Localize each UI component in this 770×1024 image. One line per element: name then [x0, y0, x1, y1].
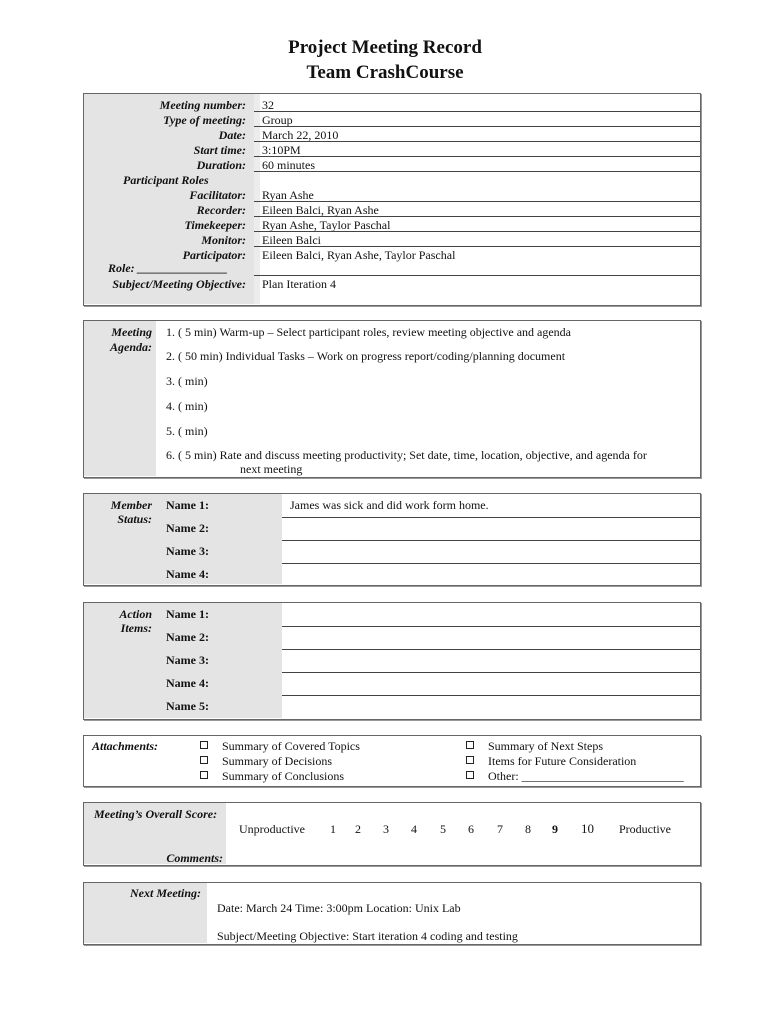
meeting-type-value: Group	[262, 113, 293, 127]
agenda-item: 1. ( 5 min) Warm-up – Select participant roles, review meeting objective and agenda	[166, 325, 572, 339]
duration-label: Duration:	[196, 158, 246, 172]
field-underline	[254, 126, 700, 127]
monitor-label: Monitor:	[201, 233, 246, 247]
attachment-option[interactable]	[466, 739, 603, 754]
agenda-section	[83, 320, 701, 478]
member-status-note: James was sick and did work form home.	[290, 498, 489, 512]
field-underline	[254, 231, 700, 232]
participant-roles-label: Participant Roles	[123, 173, 209, 187]
action-name-label: Name 2:	[166, 630, 209, 644]
start-time-value: 3:10PM	[262, 143, 301, 157]
score-option[interactable]: 4	[411, 822, 417, 836]
agenda-item: 3. ( min)	[166, 374, 208, 388]
score-option[interactable]: 3	[383, 822, 389, 836]
checkbox-icon[interactable]	[200, 756, 208, 764]
score-option-selected[interactable]: 9	[552, 822, 558, 836]
meeting-number-label: Meeting number:	[159, 98, 246, 112]
meeting-date-value: March 22, 2010	[262, 128, 339, 142]
score-option[interactable]: 5	[440, 822, 446, 836]
checkbox-icon[interactable]	[466, 741, 474, 749]
score-option[interactable]: 2	[355, 822, 361, 836]
attachment-option-label: Summary of Covered Topics	[222, 739, 360, 753]
facilitator-label: Facilitator:	[189, 188, 246, 202]
field-underline	[282, 649, 700, 650]
checkbox-icon[interactable]	[466, 771, 474, 779]
member-status-label-line1: Member	[110, 498, 152, 512]
agenda-item: 5. ( min)	[166, 424, 208, 438]
next-meeting-section	[83, 882, 701, 945]
attachment-option-label: Other: ___________________________	[488, 769, 684, 783]
attachments-label: Attachments:	[92, 739, 159, 753]
objective-value: Plan Iteration 4	[262, 277, 336, 291]
score-low-label: Unproductive	[239, 822, 305, 836]
field-underline	[254, 141, 700, 142]
field-underline	[282, 695, 700, 696]
agenda-label-line2: Agenda:	[110, 340, 152, 354]
field-underline	[254, 275, 700, 276]
field-underline	[254, 201, 700, 202]
agenda-item: 4. ( min)	[166, 399, 208, 413]
member-status-label-line2: Status:	[117, 512, 152, 526]
action-name-label: Name 5:	[166, 699, 209, 713]
recorder-label: Recorder:	[196, 203, 246, 217]
attachment-option-label: Summary of Decisions	[222, 754, 332, 768]
action-items-label-line2: Items:	[120, 621, 152, 635]
start-time-label: Start time:	[193, 143, 246, 157]
field-underline	[254, 246, 700, 247]
attachments-section	[83, 735, 701, 787]
field-underline	[282, 540, 700, 541]
action-name-label: Name 4:	[166, 676, 209, 690]
objective-label: Subject/Meeting Objective:	[112, 277, 246, 291]
attachment-option-label: Items for Future Consideration	[488, 754, 637, 768]
participator-label: Participator:	[182, 248, 246, 262]
participator-value: Eileen Balci, Ryan Ashe, Taylor Paschal	[262, 248, 456, 262]
field-underline	[282, 563, 700, 564]
checkbox-icon[interactable]	[466, 756, 474, 764]
member-name-label: Name 1:	[166, 498, 209, 512]
attachment-option[interactable]	[200, 754, 332, 769]
agenda-item: 2. ( 50 min) Individual Tasks – Work on progress report/coding/planning document	[166, 349, 566, 363]
field-underline	[282, 517, 700, 518]
meeting-type-label: Type of meeting:	[163, 113, 246, 127]
score-option[interactable]: 7	[497, 822, 503, 836]
overall-score-label: Meeting’s Overall Score:	[94, 807, 218, 821]
facilitator-value: Ryan Ashe	[262, 188, 314, 202]
field-underline	[282, 672, 700, 673]
field-underline	[254, 111, 700, 112]
member-name-label: Name 4:	[166, 567, 209, 581]
checkbox-icon[interactable]	[200, 771, 208, 779]
attachment-option[interactable]	[200, 769, 344, 784]
meeting-date-label: Date:	[218, 128, 246, 142]
score-high-label: Productive	[619, 822, 671, 836]
score-option[interactable]: 6	[468, 822, 474, 836]
score-option[interactable]: 10	[581, 821, 594, 836]
monitor-value: Eileen Balci	[262, 233, 321, 247]
attachment-option[interactable]	[466, 769, 684, 784]
member-name-label: Name 2:	[166, 521, 209, 535]
agenda-item-continuation: next meeting	[240, 462, 303, 476]
field-underline	[254, 171, 700, 172]
timekeeper-label: Timekeeper:	[184, 218, 246, 232]
agenda-label-line1: Meeting	[111, 325, 152, 339]
field-underline	[254, 156, 700, 157]
field-underline	[282, 626, 700, 627]
action-name-label: Name 1:	[166, 607, 209, 621]
score-option[interactable]: 8	[525, 822, 531, 836]
member-name-label: Name 3:	[166, 544, 209, 558]
action-name-label: Name 3:	[166, 653, 209, 667]
page-title: Project Meeting Record	[288, 37, 482, 58]
overall-score-section	[83, 802, 701, 866]
next-meeting-label: Next Meeting:	[130, 886, 201, 900]
page-subtitle: Team CrashCourse	[306, 62, 464, 83]
action-items-section	[83, 602, 701, 720]
field-underline	[254, 216, 700, 217]
attachment-option[interactable]	[466, 754, 636, 769]
attachment-option-label: Summary of Next Steps	[488, 739, 603, 753]
member-status-section	[83, 493, 701, 586]
next-meeting-details: Date: March 24 Time: 3:00pm Location: Unix Lab	[217, 901, 461, 915]
meeting-info-section	[83, 93, 701, 306]
checkbox-icon[interactable]	[200, 741, 208, 749]
attachment-option-label: Summary of Conclusions	[222, 769, 344, 783]
attachment-option[interactable]	[200, 739, 360, 754]
score-option[interactable]: 1	[330, 822, 336, 836]
agenda-item: 6. ( 5 min) Rate and discuss meeting productivity; Set date, time, location, objective, and agenda for	[166, 448, 647, 462]
role-label: Role: _______________	[108, 261, 228, 275]
duration-value: 60 minutes	[262, 158, 315, 172]
timekeeper-value: Ryan Ashe, Taylor Paschal	[262, 218, 391, 232]
meeting-number-value: 32	[262, 98, 274, 112]
action-items-label-line1: Action	[119, 607, 152, 621]
recorder-value: Eileen Balci, Ryan Ashe	[262, 203, 379, 217]
next-meeting-objective: Subject/Meeting Objective: Start iteration 4 coding and testing	[217, 929, 518, 943]
comments-label: Comments:	[166, 851, 223, 865]
